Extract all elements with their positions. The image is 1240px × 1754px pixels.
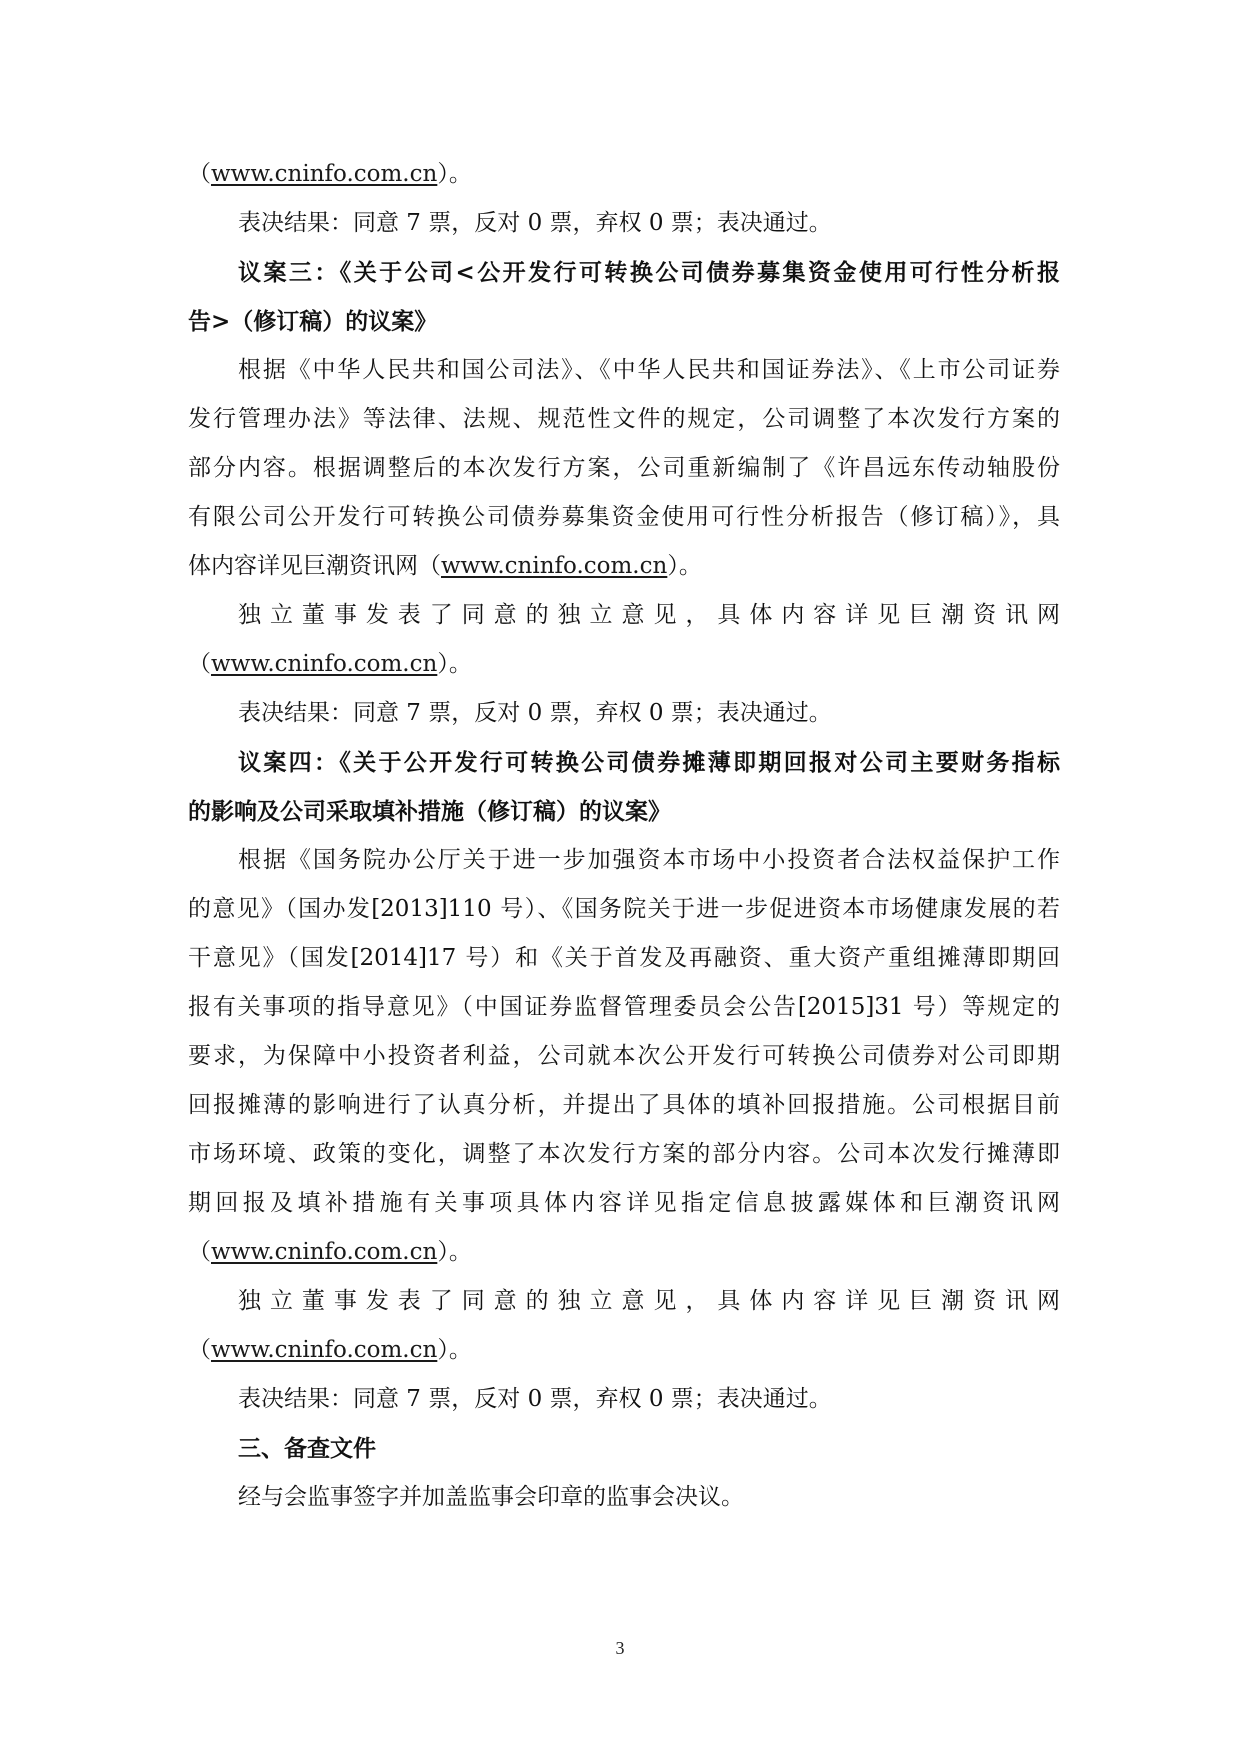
paragraph-line: 干意见》（国发[2014]17 号）和《关于首发及再融资、重大资产重组摊薄即期回 [188, 945, 1060, 971]
paragraph-line: 有限公司公开发行可转换公司债券募集资金使用可行性分析报告（修订稿）》，具 [188, 504, 1060, 530]
text-line: （www.cninfo.com.cn）。 [188, 651, 472, 677]
vote-result: 表决结果：同意 7 票，反对 0 票，弃权 0 票；表决通过。 [238, 1386, 832, 1412]
paragraph-line: 的意见》（国办发[2013]110 号）、《国务院关于进一步促进资本市场健康发展的若 [188, 896, 1060, 922]
paragraph-line: 回报摊薄的影响进行了认真分析，并提出了具体的填补回报措施。公司根据目前 [188, 1092, 1060, 1118]
paragraph-line: 发行管理办法》等法律、法规、规范性文件的规定，公司调整了本次发行方案的 [188, 406, 1060, 432]
paragraph-line: 体内容详见巨潮资讯网（www.cninfo.com.cn）。 [188, 553, 702, 579]
cninfo-link[interactable]: www.cninfo.com.cn [441, 553, 668, 579]
page-number: 3 [615, 1638, 625, 1658]
cninfo-link[interactable]: www.cninfo.com.cn [211, 651, 438, 677]
vote-result: 表决结果：同意 7 票，反对 0 票，弃权 0 票；表决通过。 [238, 700, 832, 726]
vote-result: 表决结果：同意 7 票，反对 0 票，弃权 0 票；表决通过。 [238, 210, 832, 236]
reference-document-text: 经与会监事签字并加盖监事会印章的监事会决议。 [238, 1484, 744, 1510]
paragraph-line: 部分内容。根据调整后的本次发行方案，公司重新编制了《许昌远东传动轴股份 [188, 455, 1060, 481]
cninfo-link[interactable]: www.cninfo.com.cn [211, 161, 438, 187]
paragraph-line: 根据《中华人民共和国公司法》、《中华人民共和国证券法》、《上市公司证券 [238, 357, 1060, 383]
independent-director-opinion: 独立董事发表了同意的独立意见，具体内容详见巨潮资讯网 [238, 602, 1060, 628]
paragraph-line: 期回报及填补措施有关事项具体内容详见指定信息披露媒体和巨潮资讯网 [188, 1190, 1060, 1216]
paragraph-line: 根据《国务院办公厅关于进一步加强资本市场中小投资者合法权益保护工作 [238, 847, 1060, 873]
text-line: （www.cninfo.com.cn）。 [188, 161, 472, 187]
paragraph-line: 要求，为保障中小投资者利益，公司就本次公开发行可转换公司债券对公司即期 [188, 1043, 1060, 1069]
document-body [188, 150, 1060, 1522]
proposal-four-title-cont: 的影响及公司采取填补措施（修订稿）的议案》 [188, 798, 671, 825]
section-heading-reference-documents: 三、备查文件 [238, 1435, 376, 1462]
proposal-three-title: 议案三：《关于公司<公开发行可转换公司债券募集资金使用可行性分析报 [238, 259, 1060, 286]
proposal-four-title: 议案四：《关于公开发行可转换公司债券摊薄即期回报对公司主要财务指标 [238, 749, 1060, 776]
independent-director-opinion: 独立董事发表了同意的独立意见，具体内容详见巨潮资讯网 [238, 1288, 1060, 1314]
text-line: （www.cninfo.com.cn）。 [188, 1239, 472, 1265]
cninfo-link[interactable]: www.cninfo.com.cn [211, 1239, 438, 1265]
proposal-three-title-cont: 告>（修订稿）的议案》 [188, 308, 438, 335]
paragraph-line: 市场环境、政策的变化，调整了本次发行方案的部分内容。公司本次发行摊薄即 [188, 1141, 1060, 1167]
text-line: （www.cninfo.com.cn）。 [188, 1337, 472, 1363]
cninfo-link[interactable]: www.cninfo.com.cn [211, 1337, 438, 1363]
paragraph-line: 报有关事项的指导意见》（中国证券监督管理委员会公告[2015]31 号）等规定的 [188, 994, 1060, 1020]
